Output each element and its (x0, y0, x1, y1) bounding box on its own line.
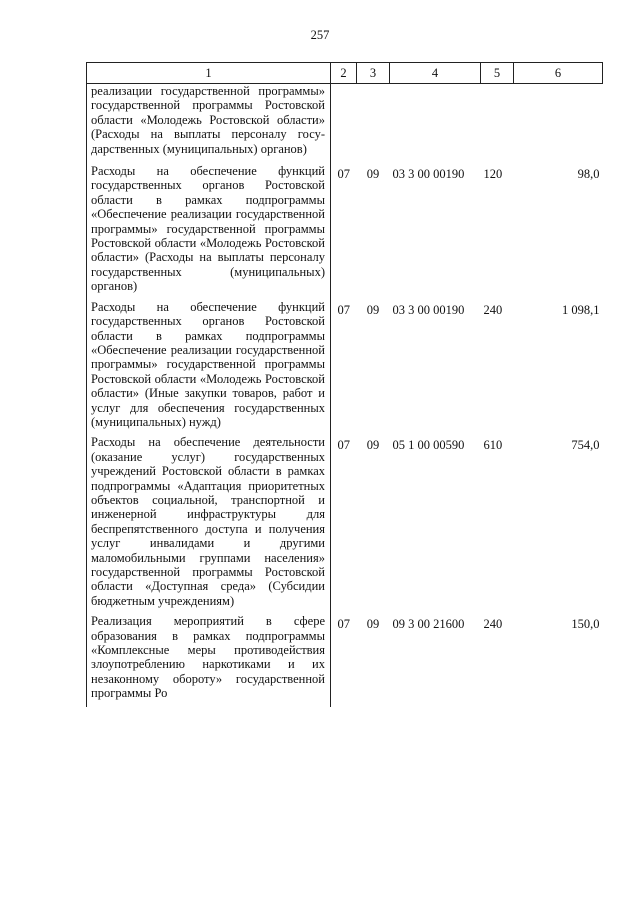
expense-type-code: 610 (483, 438, 503, 453)
table-row (87, 84, 603, 165)
page-number: 257 (310, 28, 330, 42)
expense-type-code: 120 (483, 167, 503, 182)
section-code: 07 (337, 617, 350, 632)
target-article-code (390, 84, 481, 165)
column-header-1: 1 (87, 63, 331, 84)
amount: 150,0 (571, 617, 600, 632)
subsection-code: 09 (366, 302, 380, 317)
table-header-row (87, 63, 603, 84)
amount: 98,0 (577, 167, 600, 182)
row-description: реализации государственной программы» государственной программы Ростовской области «Молодежь Ростовской области» (Расходы на выплаты персоналу государственных (муниципальных) органов) (87, 84, 331, 165)
column-header-4: 4 (390, 63, 481, 84)
expense-type-code: 240 (483, 617, 503, 632)
table-row (87, 614, 603, 706)
subsection-code (357, 84, 390, 165)
subsection-code: 09 (366, 617, 380, 632)
table-row (87, 300, 603, 436)
expense-type-code: 240 (483, 302, 503, 317)
target-article-code: 03 3 00 00190 (392, 167, 465, 182)
row-description: Расходы на обеспечение функций государственных органов Ростовской области в рамках подпрограммы «Обеспечение реализации государственной программы» государственной программы Ростовской области «Молодежь Ростовской области» (Иные закупки товаров, работ и услуг для обеспечения государственных (муниципальных) нужд) (87, 300, 331, 436)
section-code: 07 (337, 302, 350, 317)
row-description: Расходы на обеспечение функций государственных органов Ростовской области в рамках подпрограммы «Обеспечение реализации государственной программы» государственной программы Ростовской области «Молодежь Ростовской области» (Расходы на выплаты персоналу государственных (муниципальных) органов) (87, 164, 331, 300)
column-header-6: 6 (514, 63, 603, 84)
row-description: Расходы на обеспечение деятельности (оказание услуг) государственных учреждений Ростовской области в рамках подпрограммы «Адаптация приоритетных объектов социальной, транспортной и инженерной инфраструктуры для беспрепятственного доступа и получения услуг инвалидами и другими маломобильными группами населения» государственной программы Ростовской области «Доступная среда» (Субсидии бюджетным учреждениям) (87, 435, 331, 614)
column-header-5: 5 (481, 63, 514, 84)
target-article-code: 05 1 00 00590 (392, 438, 465, 453)
amount: 1 098,1 (562, 302, 600, 317)
row-description: Реализация мероприятий в сфере образования в рамках подпрограммы «Комплексные меры противодействия злоупотреблению наркотиками и их незаконному обороту» государственной программы Ро (87, 614, 331, 706)
amount (514, 84, 603, 165)
subsection-code: 09 (366, 167, 380, 182)
target-article-code: 09 3 00 21600 (392, 617, 465, 632)
amount: 754,0 (571, 438, 600, 453)
target-article-code: 03 3 00 00190 (392, 302, 465, 317)
expense-type-code (481, 84, 514, 165)
column-header-3: 3 (357, 63, 390, 84)
budget-table (86, 62, 603, 707)
column-header-2: 2 (331, 63, 357, 84)
table-row (87, 435, 603, 614)
section-code: 07 (337, 167, 350, 182)
table-row (87, 164, 603, 300)
section-code: 07 (337, 438, 350, 453)
subsection-code: 09 (366, 438, 380, 453)
section-code (331, 84, 357, 165)
